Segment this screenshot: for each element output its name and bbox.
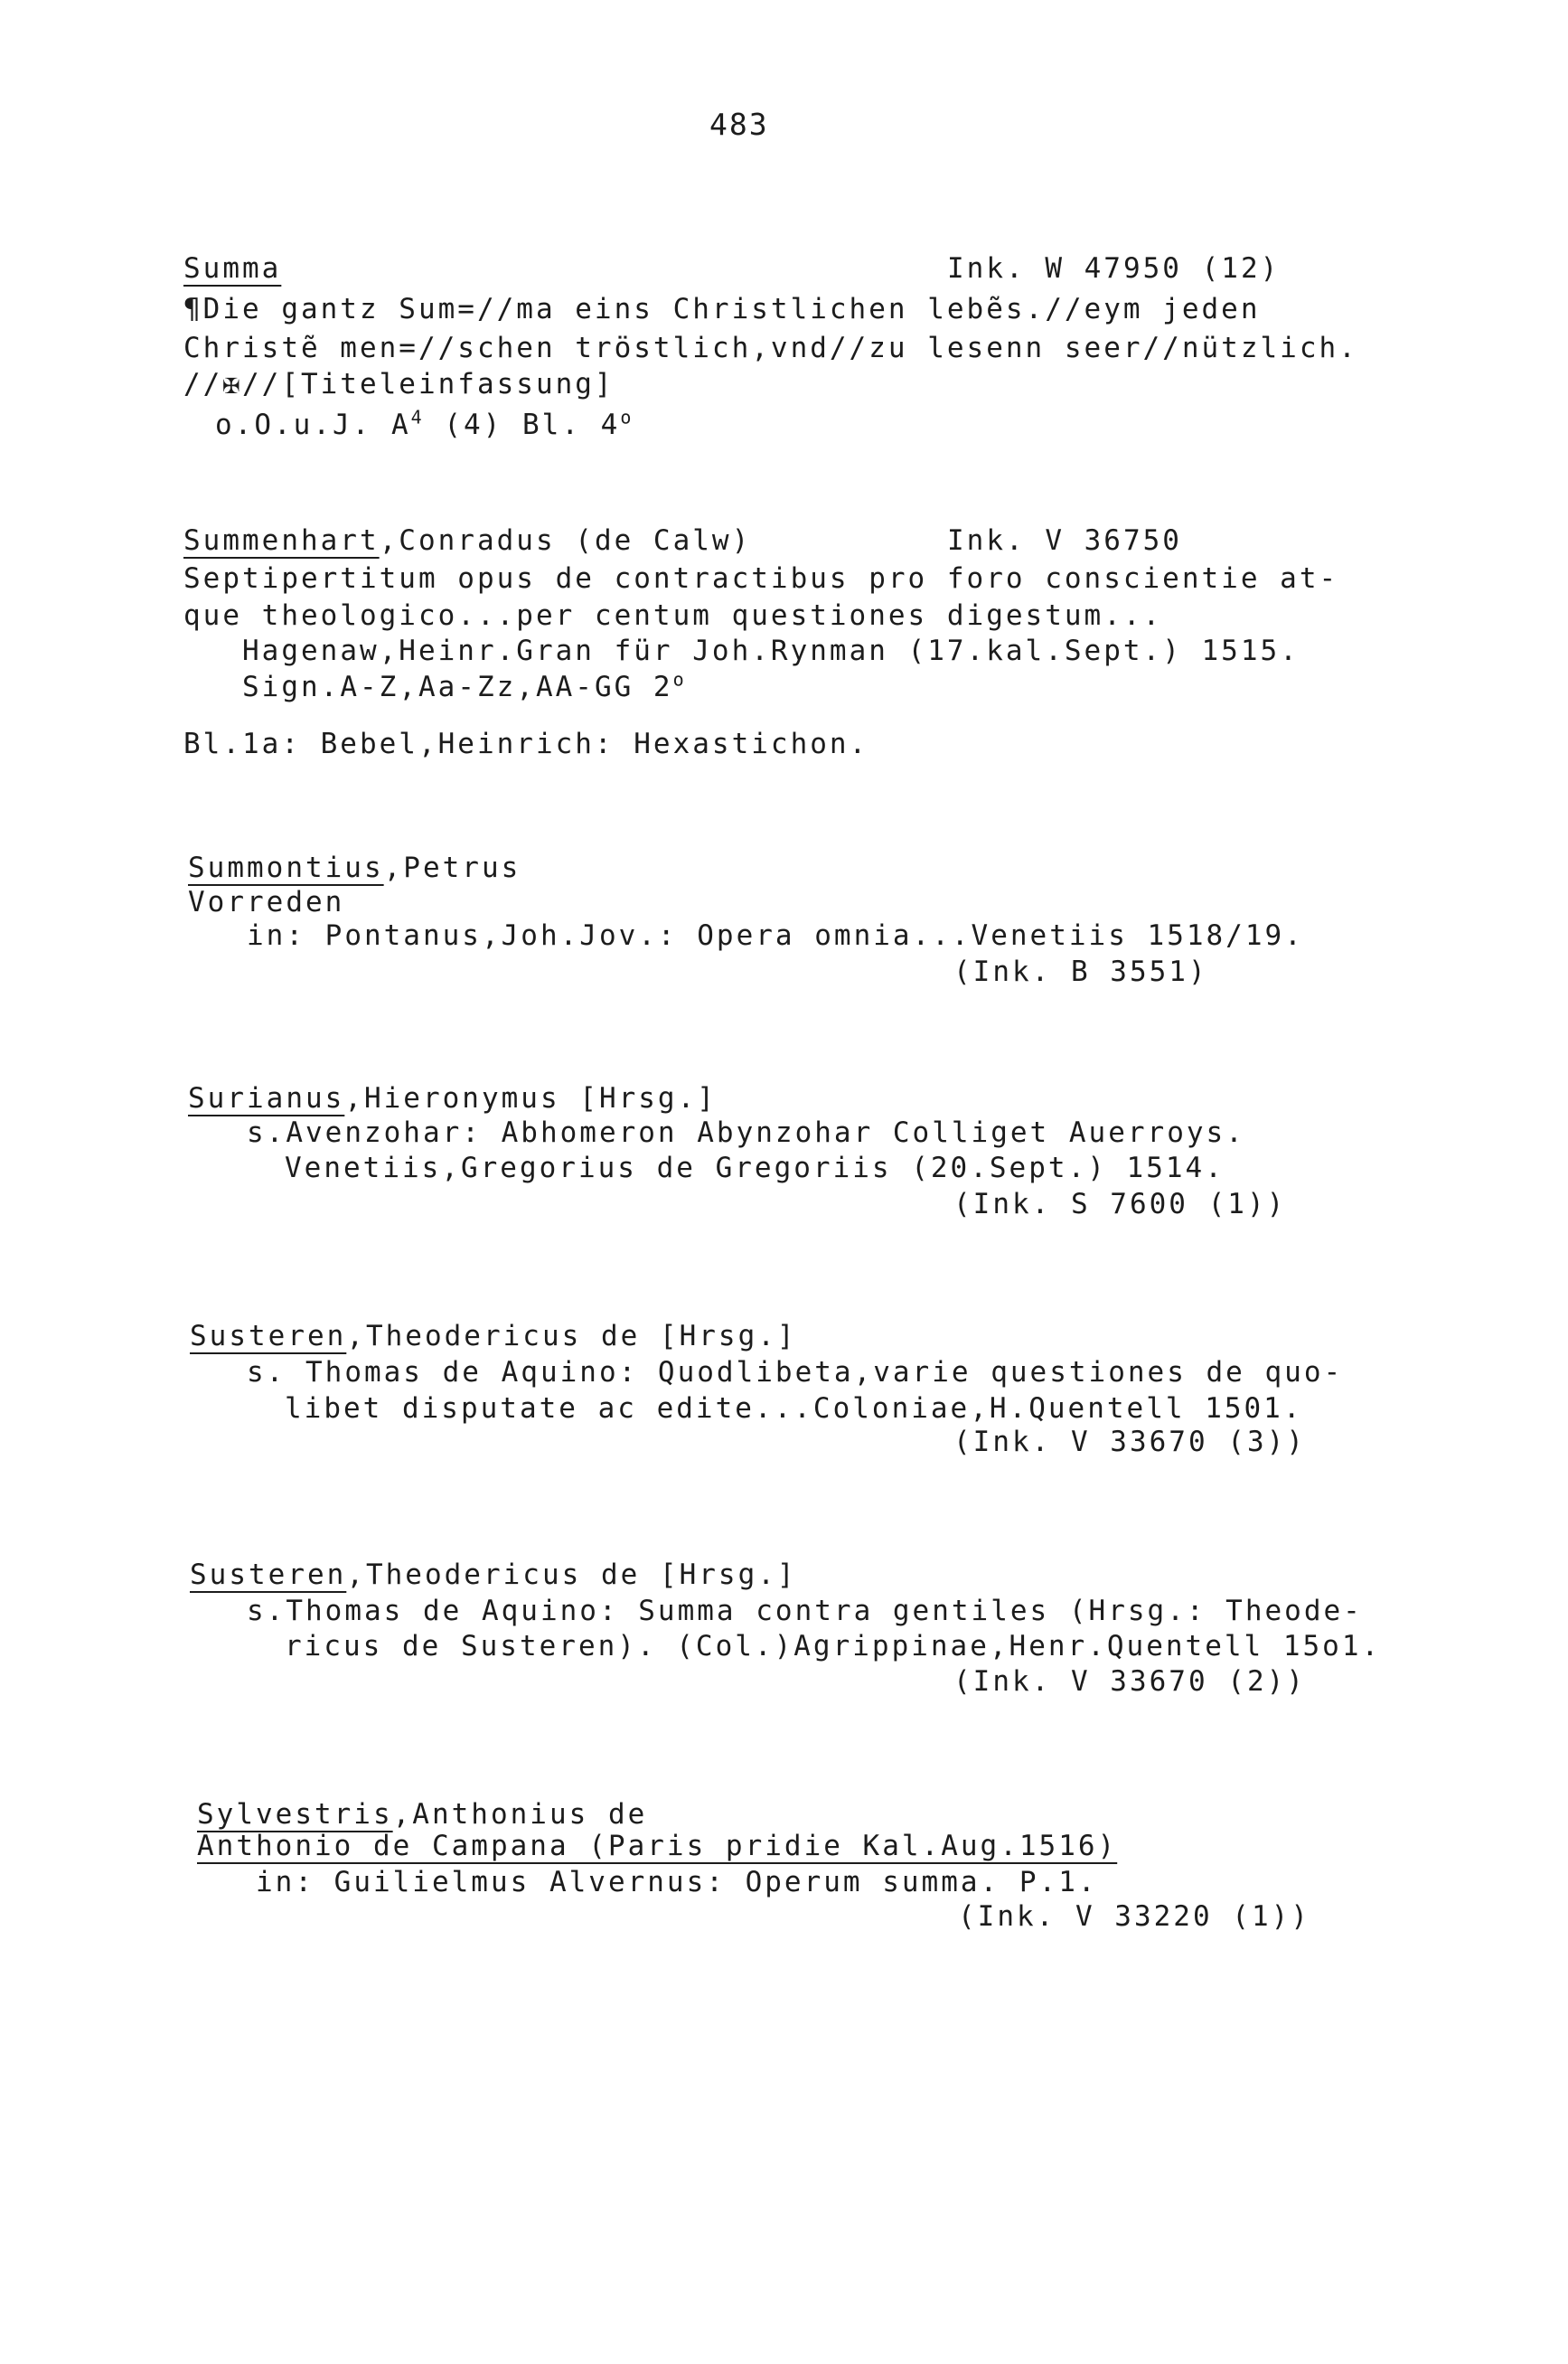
entry-heading-rest: ,Conradus (de Calw) <box>379 524 752 557</box>
entry-heading-rest: ,Anthonius de <box>392 1798 648 1831</box>
note-line: Bl.1a: Bebel,Heinrich: Hexastichon. <box>183 728 869 760</box>
title-line: Septipertitum opus de contractibus pro foro conscientie at- <box>183 562 1339 595</box>
entry-heading-rest: ,Theodericus de [Hrsg.] <box>346 1559 797 1591</box>
entry-heading-rest: ,Petrus <box>383 852 521 884</box>
title-line: ricus de Susteren). (Col.)Agrippinae,Henr.Quentell 15o1. <box>285 1630 1382 1662</box>
entry-heading: Summa <box>183 252 282 285</box>
imprint-text: (4) Bl. 4 <box>424 409 621 441</box>
title-line: Anthonio de Campana (Paris pridie Kal.Aug.1516) <box>197 1830 1118 1862</box>
signature-text: Sign.A-Z,Aa-Zz,AA-GG 2 <box>242 671 673 703</box>
title-line: s. Thomas de Aquino: Quodlibeta,varie questiones de quo- <box>247 1356 1344 1389</box>
entry-heading: Susteren <box>190 1559 347 1591</box>
imprint-text: o.O.u.J. A <box>215 409 411 441</box>
shelfmark: (Ink. V 33220 (1)) <box>958 1900 1310 1933</box>
entry-heading-rest: ,Theodericus de [Hrsg.] <box>346 1320 797 1352</box>
shelfmark: (Ink. B 3551) <box>953 956 1208 988</box>
shelfmark: Ink. W 47950 (12) <box>947 252 1281 285</box>
title-line: s.Avenzohar: Abhomeron Abynzohar Colliget Auerroys. <box>247 1116 1245 1149</box>
shelfmark: Ink. V 36750 <box>947 524 1182 557</box>
imprint-superscript: 4 <box>410 406 425 429</box>
entry-heading-rest: ,Hieronymus [Hrsg.] <box>344 1082 717 1115</box>
title-line: //✠//[Titeleinfassung] <box>183 368 615 400</box>
imprint-superscript: o <box>620 406 634 429</box>
entry-heading: Surianus <box>188 1082 345 1115</box>
title-line: Christẽ men=//schen tröstlich,vnd//zu lesenn seer//nützlich. <box>183 332 1358 364</box>
entry-heading: Susteren <box>190 1320 347 1352</box>
entry-heading: Sylvestris <box>197 1798 393 1831</box>
entry-heading-line <box>183 524 752 557</box>
title-line: Vorreden <box>188 886 345 918</box>
imprint-line <box>215 406 634 441</box>
entry-heading: Summontius <box>188 852 384 884</box>
title-line: s.Thomas de Aquino: Summa contra gentiles (Hrsg.: Theode- <box>247 1595 1363 1627</box>
imprint-line: Venetiis,Gregorius de Gregoriis (20.Sept.) 1514. <box>285 1152 1225 1184</box>
source-line: in: Pontanus,Joh.Jov.: Opera omnia...Venetiis 1518/19. <box>247 919 1304 952</box>
entry-heading-line <box>190 1561 797 1589</box>
title-line: libet disputate ac edite...Coloniae,H.Quentell 1501. <box>285 1392 1303 1425</box>
entry-heading-line <box>190 1320 797 1352</box>
entry-heading-line <box>188 1082 717 1115</box>
format-superscript: o <box>672 668 687 691</box>
entry-heading-line <box>188 854 521 882</box>
title-line: ¶Die gantz Sum=//ma eins Christlichen lebẽs.//eym jeden <box>183 293 1261 325</box>
shelfmark: (Ink. V 33670 (3)) <box>953 1426 1306 1458</box>
title-line: que theologico...per centum questiones digestum... <box>183 599 1163 632</box>
page-number: 483 <box>709 107 769 142</box>
source-line: in: Guilielmus Alvernus: Operum summa. P.1. <box>256 1866 1098 1898</box>
shelfmark: (Ink. S 7600 (1)) <box>953 1188 1287 1220</box>
signature-line <box>242 668 687 703</box>
imprint-line: Hagenaw,Heinr.Gran für Joh.Rynman (17.kal.Sept.) 1515. <box>242 635 1300 667</box>
shelfmark: (Ink. V 33670 (2)) <box>953 1665 1306 1698</box>
entry-heading: Summenhart <box>183 524 380 557</box>
entry-heading-line <box>197 1798 648 1831</box>
